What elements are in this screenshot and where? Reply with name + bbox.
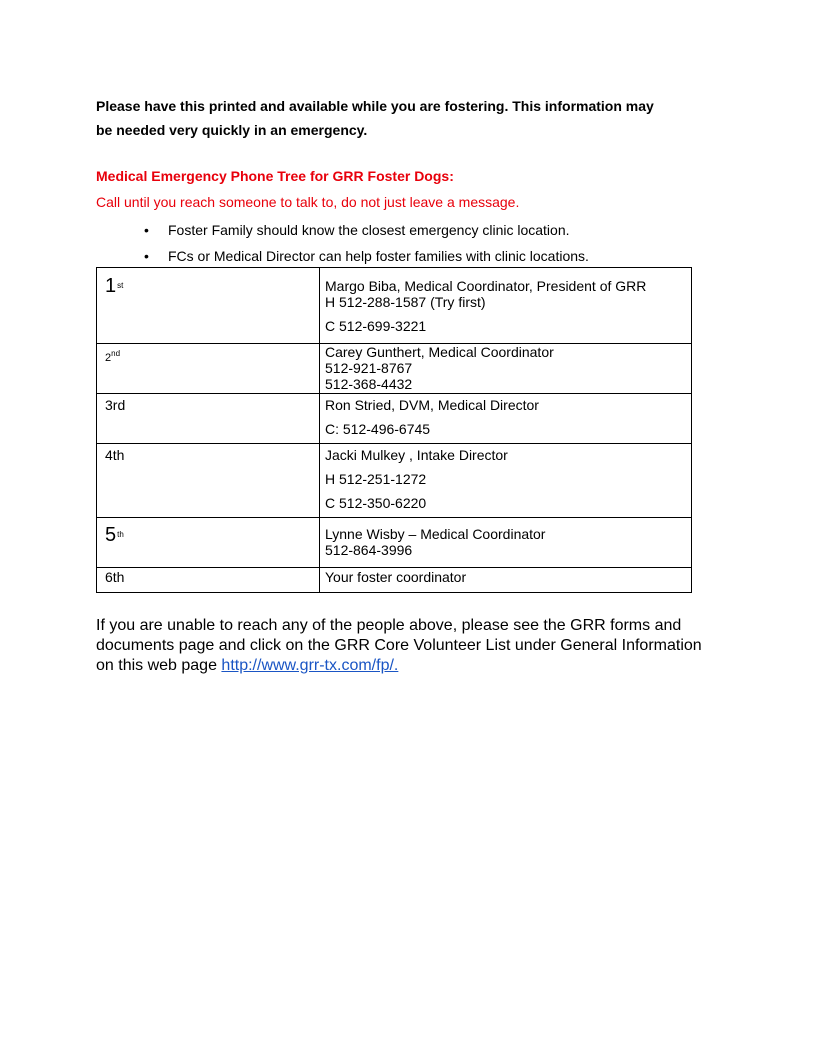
rank-suffix: st — [117, 281, 124, 290]
rank-cell: 6th — [97, 568, 320, 593]
intro-line-2: be needed very quickly in an emergency. — [96, 122, 368, 138]
rank-number: 1 — [105, 275, 117, 297]
table-row — [97, 344, 692, 394]
footer-paragraph — [96, 616, 702, 676]
contact-line: 512-921-8767 — [325, 360, 413, 376]
intro-line-1: Please have this printed and available while you are fostering. This information may — [96, 98, 654, 114]
contact-line: H 512-288-1587 (Try first) — [325, 294, 486, 310]
bullet-text: FCs or Medical Director can help foster families with clinic locations. — [168, 248, 589, 264]
contact-line: Your foster coordinator — [325, 569, 467, 585]
list-item — [96, 243, 589, 269]
contact-cell — [320, 268, 692, 344]
footer-line-3 — [96, 656, 696, 676]
table-row — [97, 394, 692, 444]
contact-line: Jacki Mulkey , Intake Director — [325, 447, 508, 463]
bullet-list — [96, 217, 589, 269]
phone-tree-instruction: Call until you reach someone to talk to, do not just leave a message. — [96, 194, 520, 210]
rank-number: 2 — [105, 352, 112, 364]
rank-cell — [97, 268, 320, 344]
contact-line: Ron Stried, DVM, Medical Director — [325, 397, 539, 413]
bullet-icon: • — [144, 222, 149, 238]
footer-line-3-text: on this web page — [96, 657, 222, 674]
rank-cell — [97, 344, 320, 394]
table-row — [97, 268, 692, 344]
footer-line-1: If you are unable to reach any of the people above, please see the GRR forms and — [96, 617, 682, 634]
contact-line: C 512-699-3221 — [325, 318, 427, 334]
contact-cell — [320, 394, 692, 444]
contact-line: Lynne Wisby – Medical Coordinator — [325, 526, 546, 542]
rank-suffix: th — [117, 530, 124, 539]
list-item — [96, 217, 589, 243]
contact-line: H 512-251-1272 — [325, 471, 427, 487]
rank-cell — [97, 518, 320, 568]
phone-tree-table — [96, 267, 692, 593]
contact-line: 512-864-3996 — [325, 542, 413, 558]
contact-cell — [320, 344, 692, 394]
contact-cell — [320, 568, 692, 593]
contact-line: 512-368-4432 — [325, 376, 413, 392]
rank-number: 5 — [105, 524, 117, 546]
footer-line-2: documents page and click on the GRR Core Volunteer List under General Information — [96, 637, 702, 654]
contact-cell — [320, 444, 692, 518]
contact-line: C: 512-496-6745 — [325, 421, 431, 437]
rank-cell: 4th — [97, 444, 320, 518]
volunteer-list-link[interactable]: http://www.grr-tx.com/fp/. — [221, 657, 399, 674]
table-row — [97, 568, 692, 593]
contact-cell — [320, 518, 692, 568]
bullet-text: Foster Family should know the closest emergency clinic location. — [168, 222, 570, 238]
phone-tree-heading: Medical Emergency Phone Tree for GRR Foster Dogs: — [96, 168, 454, 184]
contact-line: Carey Gunthert, Medical Coordinator — [325, 344, 554, 360]
table-row — [97, 444, 692, 518]
contact-line: Margo Biba, Medical Coordinator, President of GRR — [325, 278, 647, 294]
table-row — [97, 518, 692, 568]
contact-line: C 512-350-6220 — [325, 495, 427, 511]
rank-cell: 3rd — [97, 394, 320, 444]
bullet-icon: • — [144, 248, 149, 264]
rank-suffix: nd — [111, 349, 121, 358]
intro-paragraph — [96, 94, 696, 142]
